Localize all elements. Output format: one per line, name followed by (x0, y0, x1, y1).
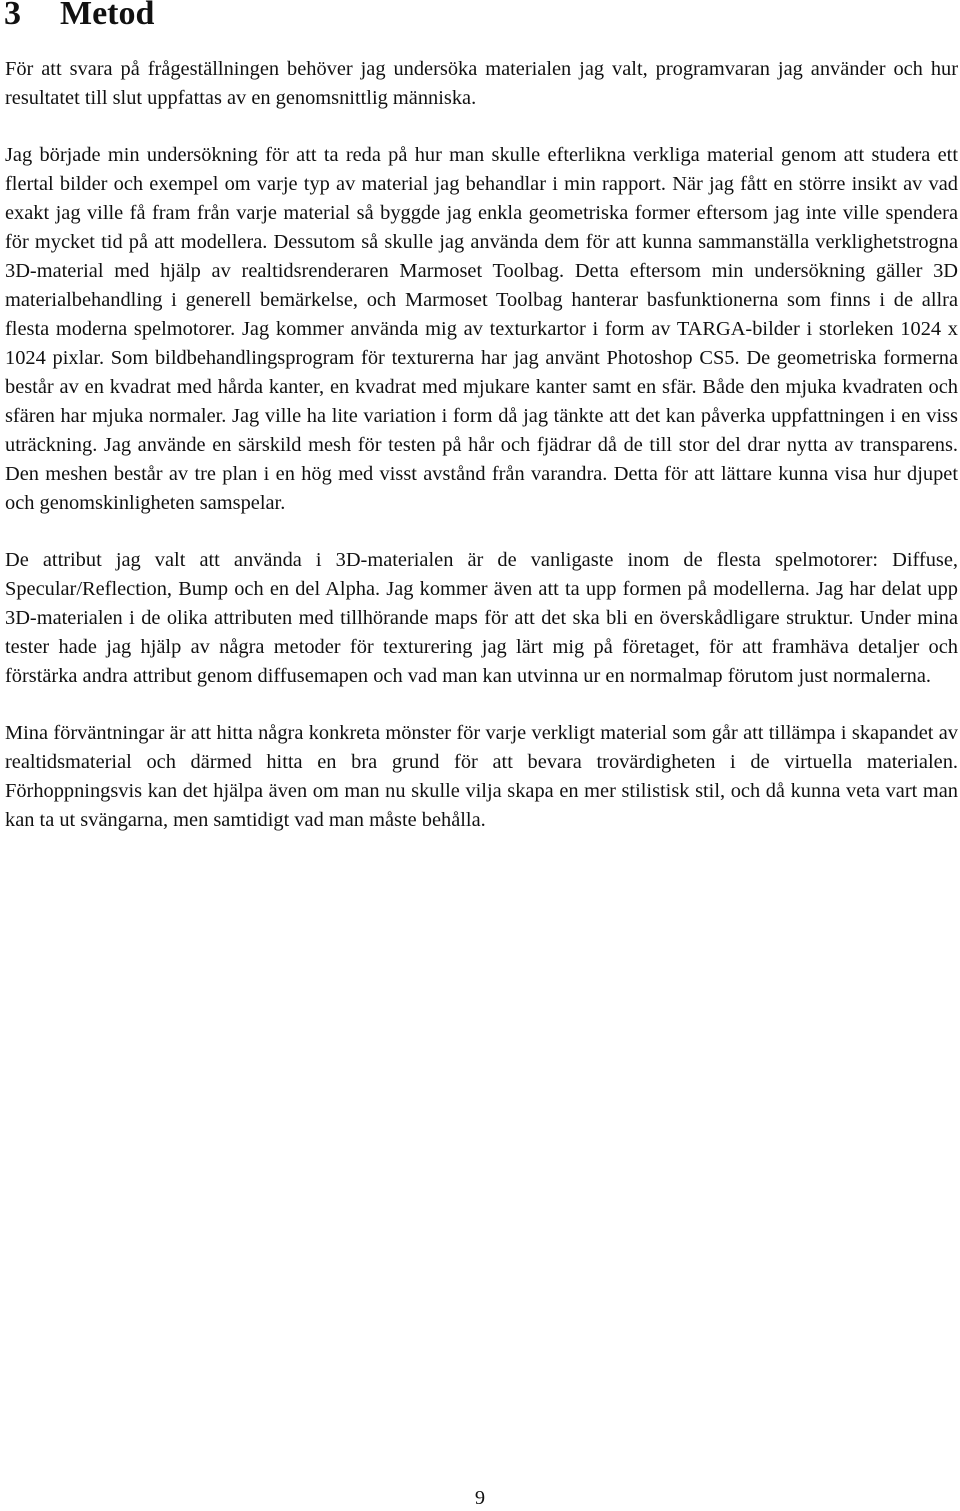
section-number: 3 (4, 0, 21, 32)
paragraph-expectations: Mina förväntningar är att hitta några konkreta mönster för varje verkligt material som går att tillämpa i skapandet av realtidsmaterial och därmed hitta en bra grund för att bevara trovärdigheten i de virtuella materialen. Förhoppningsvis kan det hjälpa även om man nu skulle vilja skapa en mer stilistisk stil, och då kunna veta vart man kan ta ut svängarna, men samtidigt vad man måste behålla. (5, 722, 958, 831)
section-title: Metod (60, 0, 155, 32)
paragraph-method: Jag började min undersökning för att ta reda på hur man skulle efterlikna verkliga material genom att studera ett flertal bilder och exempel om varje typ av material jag behandlar i min rapport. När jag fått en större insikt av vad exakt jag ville få fram från varje material så byggde jag enkla geometriska former eftersom jag inte ville spendera för mycket tid på att modellera. Dessutom så skulle jag använda dem för att kunna sammanställa verklighetstrogna 3D-material med hjälp av realtidsrenderaren Marmoset Toolbag. Detta eftersom min undersökning gäller 3D materialbehandling i generell bemärkelse, och Marmoset Toolbag hanterar basfunktionerna som finns i de allra flesta moderna spelmotorer. Jag kommer använda mig av texturkartor i form av TARGA-bilder i storleken 1024 x 1024 pixlar. Som bildbehandlingsprogram för texturerna har jag använt Photoshop CS5. De geometriska formerna består av en kvadrat med hårda kanter, en kvadrat med mjukare kanter samt en sfär. Både den mjuka kvadraten och sfären har mjuka normaler. Jag ville ha lite variation i form då jag tänkte att det kan påverka uppfattningen i en viss uträckning. Jag använde en särskild mesh för testen på hår och fjädrar då de till stor del drar nytta av transparens. Den meshen består av tre plan i en hög med visst avstånd från varandra. Detta för att lättare kunna visa hur djupet och genomskinligheten samspelar. (5, 144, 958, 514)
paragraph-attributes: De attribut jag valt att använda i 3D-materialen är de vanligaste inom de flesta spelmotorer: Diffuse, Specular/Reflection, Bump och en del Alpha. Jag kommer även att ta upp formen på modellerna. Jag har delat upp 3D-materialen i de olika attributen med tillhörande maps för att det ska bli en överskådligare struktur. Under mina tester hade jag hjälp av några metoder för texturering jag lärt mig på företaget, för att framhäva detaljer och förstärka andra attribut genom diffusemapen och vad man kan utvinna ur en normalmap förutom just normalerna. (5, 549, 958, 687)
page-number: 9 (474, 1487, 486, 1509)
section-heading (4, 0, 154, 34)
body-text (5, 55, 958, 863)
paragraph-intro: För att svara på frågeställningen behöver jag undersöka materialen jag valt, programvaran jag använder och hur resultatet till slut uppfattas av en genomsnittlig människa. (5, 58, 958, 109)
